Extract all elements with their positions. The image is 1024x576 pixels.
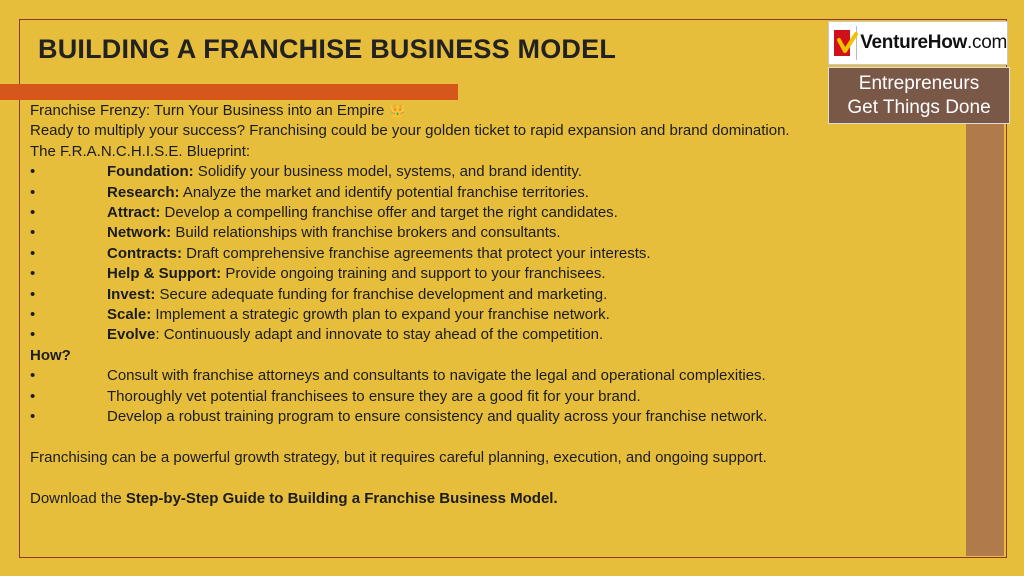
blueprint-term: Contracts:: [107, 244, 183, 262]
bullet-icon: •: [30, 244, 36, 262]
bullet-icon: •: [30, 163, 36, 181]
blueprint-item-text: [107, 203, 618, 223]
blueprint-description: Implement a strategic growth plan to expand your franchise network.: [151, 306, 610, 324]
blueprint-item: [30, 285, 960, 305]
accent-bar: [0, 84, 458, 100]
blueprint-item: [30, 305, 960, 325]
closing-summary: Franchising can be a powerful growth strategy, but it requires careful planning, execution, and ongoing support.: [30, 448, 767, 466]
blueprint-item-text: [107, 244, 651, 264]
blueprint-item: [30, 183, 960, 203]
blueprint-label: The F.R.A.N.C.H.I.S.E. Blueprint:: [30, 142, 251, 160]
brand-name: VentureHow.com: [860, 32, 1007, 53]
blueprint-item-text: [107, 264, 606, 284]
bullet-icon: •: [30, 387, 36, 405]
blueprint-list: [30, 162, 960, 346]
blueprint-term: Network:: [107, 224, 172, 242]
blueprint-description: : Continuously adapt and innovate to stay ahead of the competition.: [155, 326, 604, 344]
bullet-icon: •: [30, 183, 36, 201]
tagline-line-2: Get Things Done: [847, 97, 991, 118]
blueprint-term: Help & Support:: [107, 265, 222, 283]
brand-logo[interactable]: [828, 21, 1008, 65]
blueprint-item: [30, 264, 960, 284]
how-list: [30, 366, 960, 427]
bullet-icon: •: [30, 265, 36, 283]
blueprint-item: [30, 244, 960, 264]
blueprint-term: Research:: [107, 183, 180, 201]
slide-title: BUILDING A FRANCHISE BUSINESS MODEL: [38, 34, 617, 64]
blueprint-term: Scale:: [107, 306, 152, 324]
blueprint-item-text: [107, 162, 582, 182]
right-accent-strip: [966, 124, 1004, 556]
download-guide-link[interactable]: Step-by-Step Guide to Building a Franchise Business Model.: [125, 489, 558, 507]
blueprint-item: [30, 223, 960, 243]
intro-tagline: Ready to multiply your success? Franchising could be your golden ticket to rapid expansion and brand domination.: [30, 122, 790, 140]
blueprint-item: [30, 162, 960, 182]
bullet-icon: •: [30, 326, 36, 344]
blueprint-description: Solidify your business model, systems, and brand identity.: [193, 163, 582, 181]
bullet-icon: •: [30, 224, 36, 242]
blueprint-item-text: [107, 183, 589, 203]
blueprint-item: [30, 325, 960, 345]
blueprint-item-text: [107, 325, 603, 345]
blueprint-description: Draft comprehensive franchise agreements that protect your interests.: [182, 244, 651, 262]
blueprint-description: Build relationships with franchise brokers and consultants.: [171, 224, 561, 242]
blueprint-description: Provide ongoing training and support to your franchisees.: [221, 265, 606, 283]
slide-content: [30, 101, 960, 509]
bullet-icon: •: [30, 285, 36, 303]
venturehow-logo-icon: [834, 30, 850, 56]
blueprint-description: Secure adequate funding for franchise development and marketing.: [155, 285, 608, 303]
blueprint-item-text: [107, 285, 607, 305]
how-item: [30, 387, 960, 407]
blueprint-item: [30, 203, 960, 223]
bullet-icon: •: [30, 367, 36, 385]
blueprint-item-text: [107, 305, 610, 325]
blueprint-term: Attract:: [107, 204, 161, 222]
blueprint-term: Evolve: [107, 326, 156, 344]
download-line: Download the Step-by-Step Guide to Building a Franchise Business Model.: [30, 489, 558, 507]
how-item-text: Thoroughly vet potential franchisees to ensure they are a good fit for your brand.: [107, 387, 641, 405]
how-item-text: Consult with franchise attorneys and consultants to navigate the legal and operational complexities.: [107, 367, 766, 385]
how-item-text: Develop a robust training program to ensure consistency and quality across your franchise network.: [107, 408, 768, 426]
blueprint-description: Analyze the market and identify potential franchise territories.: [179, 183, 589, 201]
blueprint-item-text: [107, 223, 561, 243]
blueprint-term: Invest:: [107, 285, 156, 303]
crown-icon: 👑: [390, 104, 406, 118]
tagline-line-1: Entrepreneurs: [858, 73, 980, 94]
blueprint-description: Develop a compelling franchise offer and target the right candidates.: [160, 204, 618, 222]
bullet-icon: •: [30, 306, 36, 324]
how-heading: How?: [30, 346, 71, 364]
intro-heading: Franchise Frenzy: Turn Your Business into an Empire 👑: [30, 102, 406, 119]
how-item: [30, 366, 960, 386]
bullet-icon: •: [30, 204, 36, 222]
blueprint-term: Foundation:: [107, 163, 194, 181]
bullet-icon: •: [30, 408, 36, 426]
how-item: [30, 407, 960, 427]
